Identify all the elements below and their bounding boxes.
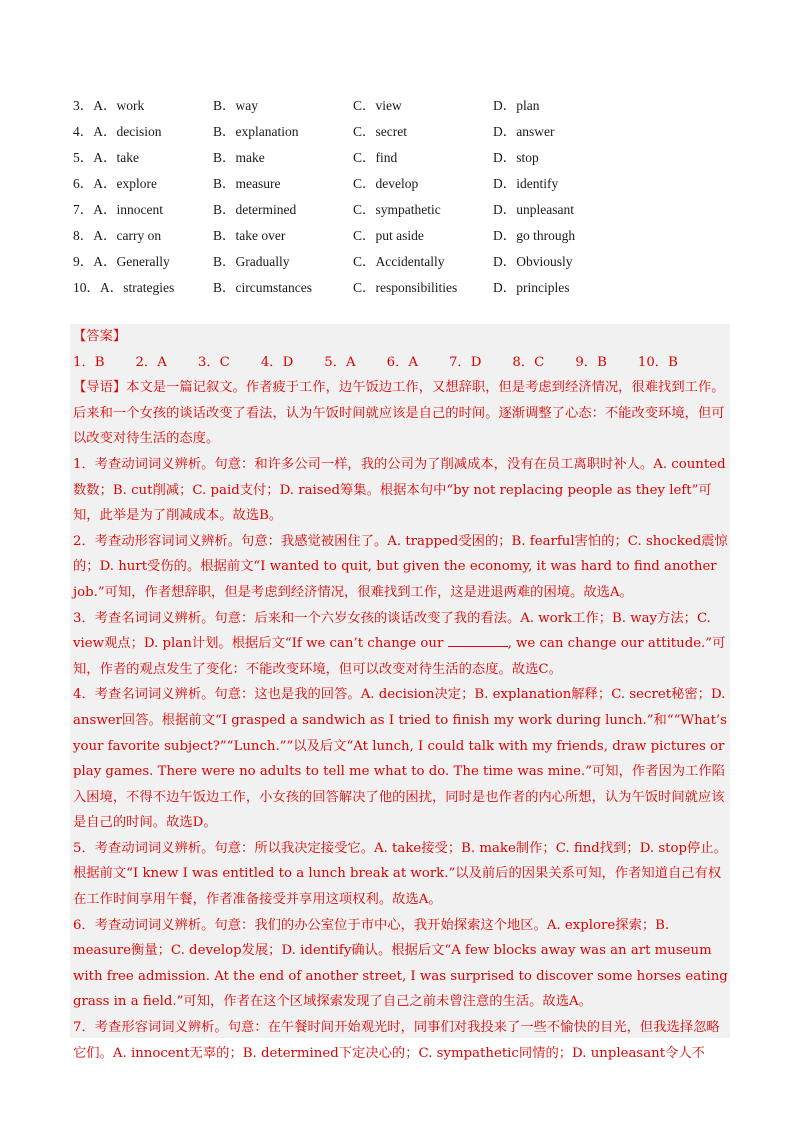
option-row-8 [73,223,713,249]
option-row-3-d: D．plan [493,98,540,113]
option-row-9-b: B．Gradually [213,254,290,269]
option-row-7 [73,197,713,223]
answer-key: 8．C [512,354,545,370]
option-row-8-b: B．take over [213,228,286,243]
blank-line [448,634,508,647]
guide-paragraph: 【导语】本文是一篇记叙文。作者疲于工作，边午饭边工作，又想辞职，但是考虑到经济情况，很难找到工作。后来和一个女孩的谈话改变了看法，认为午饭时间就应该是自己的时间。逐渐调整了心态：不能改变环境，但可以改变对待生活的态度。 [73,380,725,447]
answer-key: 9．B [575,354,607,370]
explanation-2: 2．考查动形容词词义辨析。句意：我感觉被困住了。A. trapped受困的；B. fearful害怕的；C. shocked震惊的；D. hurt受伤的。根据前文“I wanted to quit, but given the economy, it was hard to find another job.”可知，作者想辞职，但是考虑到经济情况，很难找到工作，这是进退两难的困境。故选A。 [73,533,728,600]
option-row-8-c: C．put aside [353,228,424,243]
option-row-7-c: C．sympathetic [353,202,441,217]
option-row-5-a: 5．A．take [73,150,139,165]
explanation-1: 1．考查动词词义辨析。句意：和许多公司一样，我的公司为了削减成本，没有在员工离职时补人。A. counted数数；B. cut削减；C. paid支付；D. raised筹集。根据本句中“by not replacing people as they left”可知，此举是为了削减成本。故选B。 [73,456,726,524]
option-row-4-a: 4．A．decision [73,124,162,139]
option-row-3-b: B．way [213,98,258,113]
answer-key: 5．A [324,354,356,370]
option-row-8-d: D．go through [493,228,576,243]
option-row-3 [73,93,713,119]
answer-key: 1．B [73,354,105,370]
explanation-7: 7．考查形容词词义辨析。句意：在午餐时间开始观光时，同事们对我投来了一些不愉快的目光，但我选择忽略它们。A. innocent无辜的；B. determined下定决心的；C. sympathetic同情的；D. unpleasant令人不 [73,1020,720,1061]
option-row-3-c: C．view [353,98,402,113]
answer-key: 2．A [135,354,167,370]
answer-keys [73,350,729,376]
answer-key: 10．B [637,354,678,370]
option-row-6-b: B．measure [213,176,281,191]
option-row-6-a: 6．A．explore [73,176,157,191]
option-row-8-a: 8．A．carry on [73,228,162,243]
option-row-4-c: C．secret [353,124,407,139]
option-row-9-d: D．Obviously [493,254,573,269]
answer-heading: 【答案】 [73,329,127,344]
option-row-6-d: D．identify [493,176,559,191]
answer-key: 4．D [260,354,294,370]
explanation-4: 4．考查名词词义辨析。句意：这也是我的回答。A. decision决定；B. explanation解释；C. secret秘密；D. answer回答。根据前文“I grasped a sandwich as I tried to finish my work during lunch.”和““What’s your favorite subject?”“Lunch.””以及后文“At lunch, I could talk with my friends, draw pictures or play games. There were no adults to tell me what to do. The time was mine.”可知，作者因为工作陷入困境，不得不边午饭边工作，小女孩的回答解决了他的困扰，同时是也作者的内心所想，认为午饭时间就应该是自己的时间。故选D。 [73,687,727,831]
answer-key: 3．C [197,354,230,370]
option-row-10-a: 10．A．strategies [73,280,175,295]
option-row-5-b: B．make [213,150,265,165]
option-row-7-a: 7．A．innocent [73,202,163,217]
option-row-6 [73,171,713,197]
option-row-4 [73,119,713,145]
answer-key: 7．D [448,354,482,370]
explanation-5: 5．考查动词词义辨析。句意：所以我决定接受它。A. take接受；B. make制作；C. find找到；D. stop停止。根据前文“I knew I was entitled to a lunch break at work.”以及前后的因果关系可知，作者知道自己有权在工作时间享用午餐，作者准备接受并享用这项权利。故选A。 [73,840,727,908]
option-row-9-a: 9．A．Generally [73,254,170,269]
option-row-10-b: B．circumstances [213,280,312,295]
option-row-4-b: B．explanation [213,124,299,139]
option-row-7-d: D．unpleasant [493,202,574,217]
option-row-10-c: C．responsibilities [353,280,458,295]
option-row-5-c: C．find [353,150,398,165]
option-row-4-d: D．answer [493,124,555,139]
option-row-9-c: C．Accidentally [353,254,445,269]
option-row-3-a: 3．A．work [73,98,145,113]
option-row-6-c: C．develop [353,176,419,191]
answer-section [73,324,729,1066]
option-row-9 [73,249,713,275]
explanation-3: 3．考查名词词义辨析。句意：后来和一个六岁女孩的谈话改变了我的看法。A. work工作；B. way方法；C. view观点；D. plan计划。根据后文“If we can’t change our , we can change our attitude.”可知，作者的观点发生了变化：不能改变环境，但可以改变对待生活的态度。故选C。 [73,610,726,677]
option-row-5-d: D．stop [493,150,539,165]
explanation-6: 6．考查动词词义辨析。句意：我们的办公室位于市中心，我开始探索这个地区。A. explore探索；B. measure衡量；C. develop发展；D. identify确认。根据后文“A few blocks away was an art museum with free admission. At the end of another street, I was surprised to discover some horses eating grass in a field.”可知，作者在这个区域探索发现了自己之前未曾注意的生活。故选A。 [73,917,728,1010]
option-row-10 [73,275,713,301]
answer-key: 6．A [386,354,418,370]
option-row-5 [73,145,713,171]
option-row-10-d: D．principles [493,280,570,295]
option-row-7-b: B．determined [213,202,297,217]
options-list [73,93,713,301]
